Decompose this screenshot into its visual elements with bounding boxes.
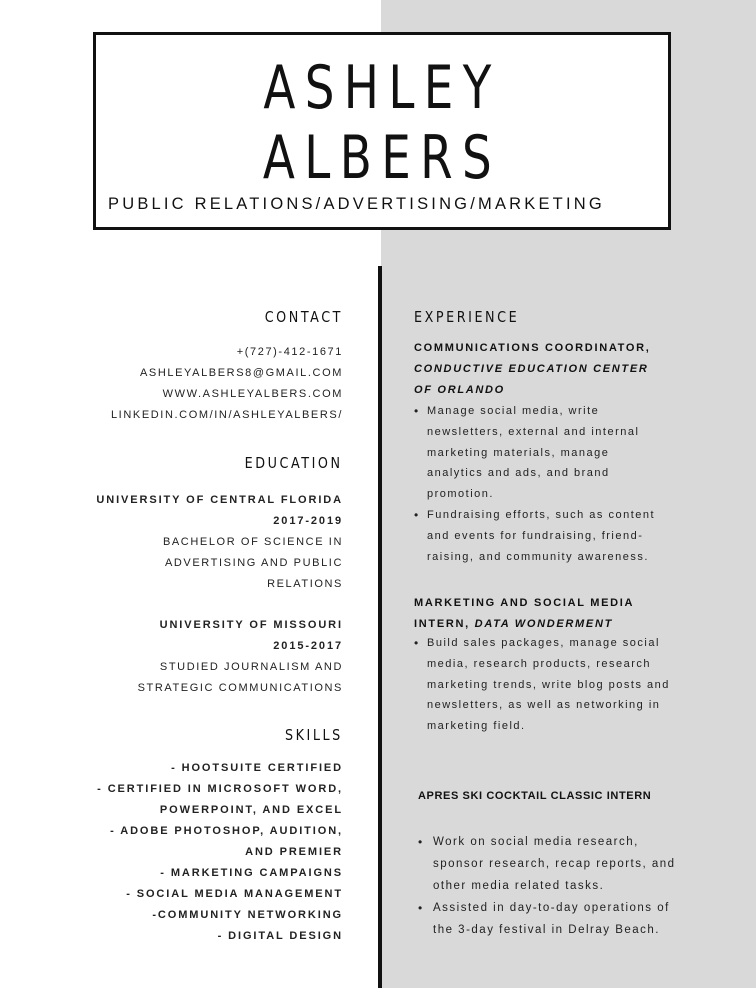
contact-title: CONTACT bbox=[264, 308, 343, 326]
job-bullet: • Fundraising efforts, such as content and events for fundraising, friend-raising, and community awareness. bbox=[414, 505, 664, 567]
last-name: ALBERS bbox=[262, 123, 502, 193]
job-title-text: MARKETING AND SOCIAL MEDIA INTERN, bbox=[414, 597, 634, 630]
job-organization: DATA WONDERMENT bbox=[474, 618, 614, 630]
contact-website: WWW.ASHLEYALBERS.COM bbox=[162, 388, 343, 400]
job-entry bbox=[418, 786, 680, 941]
job-bullet: • Work on social media research, sponsor research, recap reports, and other media related tasks. bbox=[418, 831, 680, 897]
contact-phone: +(727)-412-1671 bbox=[236, 346, 343, 358]
school-detail: ADVERTISING AND PUBLIC bbox=[164, 557, 343, 569]
skill-line: - ADOBE PHOTOSHOP, AUDITION, bbox=[110, 825, 343, 837]
name-header-box bbox=[93, 32, 671, 230]
skill-line: - HOOTSUITE CERTIFIED bbox=[171, 762, 343, 774]
contact-section bbox=[111, 308, 343, 426]
skill-line: - SOCIAL MEDIA MANAGEMENT bbox=[126, 888, 343, 900]
skills-section bbox=[97, 726, 343, 947]
job-title bbox=[414, 338, 664, 401]
job-bullets bbox=[414, 633, 676, 737]
school-name: UNIVERSITY OF CENTRAL FLORIDA bbox=[96, 494, 343, 506]
job-bullets bbox=[418, 831, 680, 941]
profession-subtitle: PUBLIC RELATIONS/ADVERTISING/MARKETING bbox=[108, 195, 605, 213]
contact-linkedin: LINKEDIN.COM/IN/ASHLEYALBERS/ bbox=[110, 409, 343, 421]
school-detail: BACHELOR OF SCIENCE IN bbox=[162, 536, 343, 548]
school-years: 2017-2019 bbox=[273, 515, 343, 527]
job-bullet: • Assisted in day-to-day operations of the 3-day festival in Delray Beach. bbox=[418, 897, 680, 941]
first-name: ASHLEY bbox=[263, 53, 501, 123]
job-bullet: • Manage social media, write newsletters, external and internal marketing materials, manage analytics and ads, and brand promotion. bbox=[414, 401, 664, 505]
job-bullet: • Build sales packages, manage social media, research products, research marketing trends, write blog posts and newsletters, as well as networking in marketing field. bbox=[414, 633, 676, 737]
column-divider bbox=[378, 266, 382, 988]
job-title-text: APRES SKI COCKTAIL CLASSIC INTERN bbox=[418, 790, 652, 802]
job-entry bbox=[414, 593, 676, 737]
skill-line: POWERPOINT, AND EXCEL bbox=[159, 804, 343, 816]
school-detail: STUDIED JOURNALISM AND bbox=[159, 661, 343, 673]
school-detail: STRATEGIC COMMUNICATIONS bbox=[137, 682, 343, 694]
education-title: EDUCATION bbox=[245, 454, 343, 472]
skills-title: SKILLS bbox=[285, 726, 343, 744]
skill-line: - MARKETING CAMPAIGNS bbox=[160, 867, 343, 879]
experience-title: EXPERIENCE bbox=[414, 308, 520, 326]
job-entry bbox=[414, 338, 664, 567]
job-title-text: COMMUNICATIONS COORDINATOR, bbox=[414, 342, 651, 354]
job-title bbox=[418, 786, 680, 807]
skill-line: - DIGITAL DESIGN bbox=[217, 930, 343, 942]
skill-line: -COMMUNITY NETWORKING bbox=[152, 909, 343, 921]
job-organization: CONDUCTIVE EDUCATION CENTER OF ORLANDO bbox=[414, 363, 649, 396]
school-name: UNIVERSITY OF MISSOURI bbox=[159, 619, 343, 631]
school-detail: RELATIONS bbox=[267, 578, 343, 590]
school-years: 2015-2017 bbox=[273, 640, 343, 652]
skill-line: - CERTIFIED IN MICROSOFT WORD, bbox=[97, 783, 343, 795]
experience-section bbox=[414, 308, 684, 326]
contact-email: ASHLEYALBERS8@GMAIL.COM bbox=[139, 367, 343, 379]
job-bullets bbox=[414, 401, 664, 567]
job-title bbox=[414, 593, 676, 635]
skill-line: AND PREMIER bbox=[245, 846, 343, 858]
education-section bbox=[96, 454, 343, 699]
